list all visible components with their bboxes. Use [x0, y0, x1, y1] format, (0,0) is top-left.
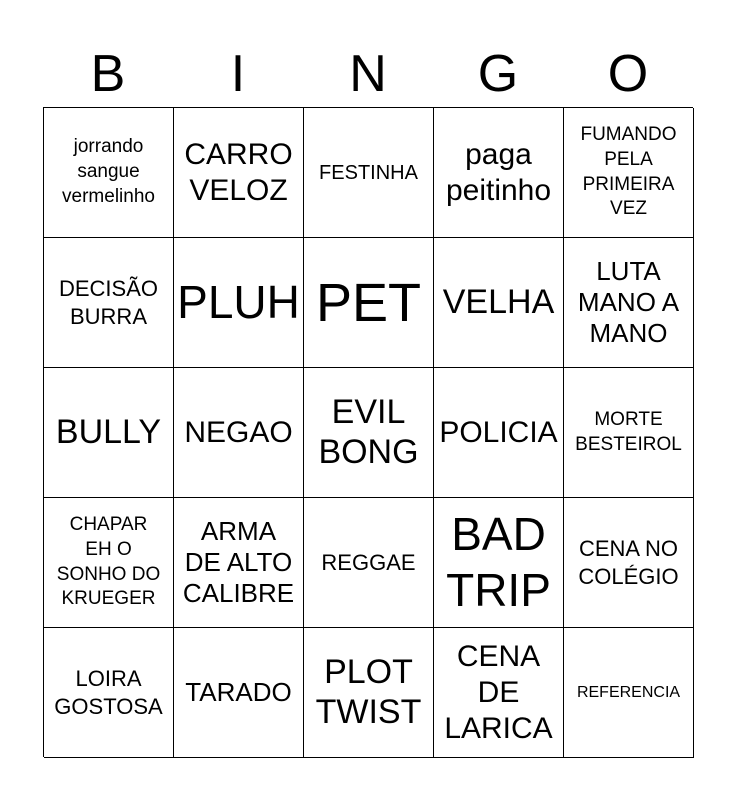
cell-text: jorrando sangue vermelinho — [62, 136, 155, 207]
cell-text: BAD TRIP — [446, 508, 551, 616]
cell-text: REGGAE — [321, 549, 416, 575]
cell-text: PLOT TWIST — [315, 653, 422, 731]
bingo-cell-r4c1[interactable] — [44, 498, 174, 628]
cell-text: POLICIA — [439, 415, 558, 449]
cell-text: REFERENCIA — [576, 683, 681, 701]
cell-text: paga peitinho — [445, 137, 552, 207]
header-letter-b: B — [90, 45, 126, 103]
cell-text: ARMA DE ALTO CALIBRE — [182, 515, 295, 609]
bingo-cell-r5c4[interactable] — [434, 628, 564, 758]
bingo-cell-r1c4[interactable] — [434, 108, 564, 238]
cell-text: CHAPAR EH O SONHO DO KRUEGER — [56, 514, 161, 610]
bingo-cell-r5c3[interactable] — [304, 628, 434, 758]
cell-text: LOIRA GOSTOSA — [54, 666, 163, 719]
bingo-cell-r5c5[interactable] — [564, 628, 694, 758]
cell-text: VELHA — [442, 282, 555, 321]
bingo-cell-r4c3[interactable] — [304, 498, 434, 628]
bingo-cell-r2c5[interactable] — [564, 238, 694, 368]
bingo-cell-r2c4[interactable] — [434, 238, 564, 368]
cell-text: MORTE BESTEIROL — [575, 408, 682, 455]
cell-text: CENA NO COLÉGIO — [578, 536, 679, 589]
header-letter-g: G — [477, 45, 519, 103]
cell-text: FUMANDO PELA PRIMEIRA VEZ — [580, 124, 677, 220]
header-letter-n: N — [349, 45, 387, 103]
cell-text: NEGAO — [184, 415, 293, 449]
bingo-cell-r5c2[interactable] — [174, 628, 304, 758]
bingo-cell-r1c1[interactable] — [44, 108, 174, 238]
bingo-cell-r3c2[interactable] — [174, 368, 304, 498]
bingo-header — [43, 40, 693, 108]
bingo-cell-r1c2[interactable] — [174, 108, 304, 238]
cell-text: PET — [315, 272, 422, 333]
bingo-cell-r2c3[interactable] — [304, 238, 434, 368]
cell-text: LUTA MANO A MANO — [577, 255, 680, 349]
header-letter-i: I — [230, 45, 246, 103]
cell-text: PLUH — [177, 275, 300, 328]
bingo-cell-r5c1[interactable] — [44, 628, 174, 758]
header-letter-o: O — [607, 45, 649, 103]
cell-text: EVIL BONG — [318, 393, 419, 471]
bingo-cell-r4c4[interactable] — [434, 498, 564, 628]
bingo-cell-r3c5[interactable] — [564, 368, 694, 498]
bingo-cell-r3c3[interactable] — [304, 368, 434, 498]
bingo-cell-r1c5[interactable] — [564, 108, 694, 238]
bingo-cell-r4c2[interactable] — [174, 498, 304, 628]
bingo-cell-r3c1[interactable] — [44, 368, 174, 498]
bingo-cell-r1c3[interactable] — [304, 108, 434, 238]
bingo-cell-r2c2[interactable] — [174, 238, 304, 368]
bingo-cell-r2c1[interactable] — [44, 238, 174, 368]
cell-text: BULLY — [55, 412, 162, 451]
cell-text: TARADO — [185, 676, 292, 707]
bingo-cell-r3c4[interactable] — [434, 368, 564, 498]
cell-text: FESTINHA — [319, 161, 418, 184]
cell-text: DECISÃO BURRA — [58, 276, 159, 329]
cell-text: CENA DE LARICA — [444, 639, 553, 745]
bingo-board — [43, 107, 693, 757]
cell-text: CARRO VELOZ — [184, 137, 293, 207]
bingo-cell-r4c5[interactable] — [564, 498, 694, 628]
